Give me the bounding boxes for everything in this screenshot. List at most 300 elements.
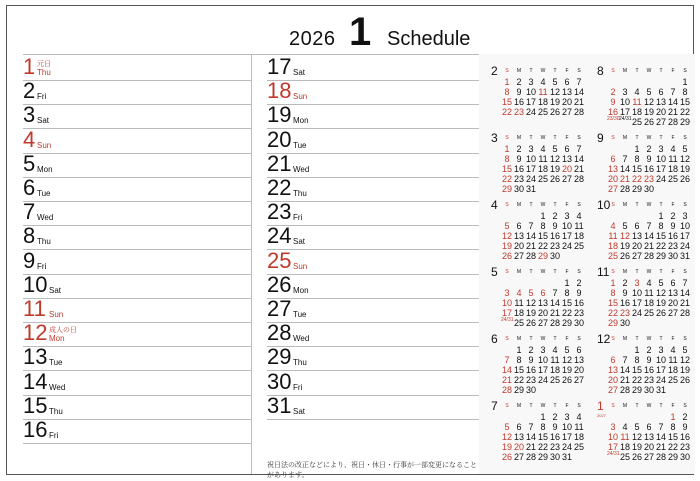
mini-day: 2: [622, 278, 628, 288]
calendar-page: [6, 5, 694, 479]
day-number: 21: [267, 150, 292, 176]
mini-day: 4: [540, 77, 546, 87]
mini-day: 6: [564, 144, 570, 154]
mini-day: 6: [610, 355, 616, 365]
mini-day: 15: [655, 231, 666, 241]
mini-day: 12: [679, 355, 690, 365]
mini-day: 18: [667, 164, 678, 174]
mini-day: 15: [537, 231, 548, 241]
day-number: 30: [267, 368, 292, 394]
day-row[interactable]: [23, 271, 251, 299]
day-row[interactable]: [267, 344, 481, 371]
mini-month: [597, 265, 700, 329]
mini-day: 21: [643, 241, 654, 251]
day-row[interactable]: [23, 368, 251, 396]
mini-day: 12: [549, 87, 560, 97]
mini-weekday: F: [565, 336, 569, 342]
mini-day: 16: [513, 97, 524, 107]
mini-day: 15: [561, 298, 572, 308]
mini-day: 19: [679, 365, 690, 375]
mini-weekday: F: [671, 269, 675, 275]
mini-day: 10: [525, 154, 536, 164]
mini-day: 25: [607, 251, 618, 261]
mini-weekday: W: [540, 403, 546, 409]
day-weekday: Fri: [49, 431, 59, 440]
mini-day: 14: [655, 432, 666, 442]
mini-weekday: M: [622, 403, 628, 409]
mini-weekday: W: [540, 68, 546, 74]
mini-day: 13: [513, 231, 524, 241]
day-row[interactable]: [267, 150, 481, 178]
day-weekday: Tue: [293, 310, 307, 319]
mini-day: 5: [622, 221, 628, 231]
mini-day: 30: [573, 318, 584, 328]
mini-day: 26: [501, 251, 512, 261]
mini-day: 30: [667, 251, 678, 261]
mini-day: 26: [525, 318, 536, 328]
mini-day: 12: [655, 288, 666, 298]
mini-day: 15: [679, 97, 690, 107]
mini-day: 2: [682, 412, 688, 422]
calendar-header: [7, 6, 695, 52]
mini-day: 29: [607, 318, 618, 328]
mini-weekday: T: [529, 336, 533, 342]
mini-day: 4: [576, 412, 582, 422]
day-weekday: Thu: [37, 68, 51, 77]
mini-day: 9: [552, 221, 558, 231]
day-row[interactable]: [23, 223, 251, 250]
mini-weekday: F: [671, 202, 675, 208]
mini-day: 10: [655, 154, 666, 164]
mini-day: 15: [501, 164, 512, 174]
mini-weekday: F: [565, 135, 569, 141]
day-row[interactable]: [23, 175, 251, 202]
mini-day: 16: [607, 107, 618, 117]
mini-day: 16: [679, 432, 690, 442]
mini-weekday: F: [671, 68, 675, 74]
day-weekday: Fri: [37, 261, 47, 271]
day-row[interactable]: [23, 199, 251, 226]
day-number: 11: [23, 296, 46, 321]
day-row[interactable]: [267, 199, 481, 226]
mini-day: 3: [564, 211, 570, 221]
mini-day: 20: [513, 442, 524, 452]
mini-weekday: M: [622, 269, 628, 275]
mini-day: 15: [513, 365, 524, 375]
mini-day: 17: [655, 164, 666, 174]
mini-month-number: 3: [491, 131, 498, 145]
day-number: 12: [23, 320, 48, 346]
day-number: 23: [267, 199, 292, 225]
mini-day: 16: [643, 365, 654, 375]
mini-day: 27: [573, 375, 584, 385]
column-divider: [251, 54, 252, 474]
mini-day: 29: [561, 318, 572, 328]
mini-day: 30: [549, 452, 560, 462]
day-number: 1: [23, 54, 36, 79]
header-year: 2026: [289, 28, 336, 50]
daily-schedule: [23, 54, 481, 479]
day-row[interactable]: [23, 247, 251, 275]
day-weekday: Wed: [49, 382, 66, 392]
mini-day: 1: [540, 412, 546, 422]
day-row[interactable]: [267, 126, 481, 154]
mini-day: 17: [561, 231, 572, 241]
mini-day: 21: [525, 241, 536, 251]
mini-weekday: M: [516, 202, 522, 208]
day-number: 17: [267, 54, 292, 79]
mini-day: 29: [667, 452, 678, 462]
mini-day: 27: [667, 308, 678, 318]
mini-day: 25: [631, 117, 642, 127]
mini-day: 27: [655, 117, 666, 127]
day-weekday: Sun: [293, 92, 308, 102]
mini-weekday: W: [646, 202, 652, 208]
day-row[interactable]: [23, 150, 251, 178]
mini-day: 17: [525, 164, 536, 174]
mini-weekday: S: [505, 135, 509, 141]
mini-weekday: S: [683, 403, 687, 409]
day-weekday: Mon: [293, 285, 309, 295]
mini-day: 23: [513, 174, 524, 184]
mini-day: 17: [501, 308, 512, 318]
mini-day: 25: [667, 375, 678, 385]
mini-day: 24: [561, 442, 572, 452]
mini-day: 18: [537, 97, 548, 107]
mini-weekday: S: [577, 269, 581, 275]
mini-day: 16: [573, 298, 584, 308]
mini-day: 7: [622, 154, 628, 164]
mini-day: 8: [504, 87, 510, 97]
mini-day: 2: [552, 412, 558, 422]
mini-weekday: T: [635, 403, 639, 409]
mini-day: 7: [552, 288, 558, 298]
mini-day: 28: [667, 117, 678, 127]
mini-weekday: T: [659, 269, 663, 275]
mini-day: 16: [667, 231, 678, 241]
mini-weekday: W: [540, 135, 546, 141]
day-number: 2: [23, 78, 36, 104]
day-row[interactable]: [23, 417, 251, 444]
mini-day: 13: [573, 355, 584, 365]
mini-day: 4: [634, 87, 640, 97]
mini-day: 23: [549, 442, 560, 452]
day-row[interactable]: [267, 223, 481, 250]
mini-month-number: 6: [491, 332, 498, 346]
day-number: 26: [267, 271, 292, 297]
mini-weekday: T: [529, 403, 533, 409]
mini-day: 23: [643, 375, 654, 385]
mini-day: 29: [679, 117, 690, 127]
day-weekday: Mon: [293, 116, 309, 126]
mini-day: 29: [631, 184, 642, 194]
mini-weekday: F: [671, 336, 675, 342]
mini-day: 13: [655, 97, 666, 107]
header-month: 1: [349, 10, 372, 54]
day-number: 28: [267, 320, 292, 346]
mini-weekday: T: [659, 135, 663, 141]
mini-day: 9: [646, 154, 652, 164]
year-overview: [479, 54, 695, 474]
mini-day: 17: [679, 231, 690, 241]
mini-weekday: S: [683, 135, 687, 141]
mini-weekday: S: [577, 403, 581, 409]
mini-weekday: S: [505, 336, 509, 342]
mini-day: 17: [561, 432, 572, 442]
mini-day: 27: [561, 107, 572, 117]
mini-day: 9: [610, 97, 616, 107]
day-row[interactable]: [267, 175, 481, 202]
mini-day: 18: [631, 107, 642, 117]
mini-day: 3: [564, 412, 570, 422]
mini-day: 6: [516, 221, 522, 231]
mini-day: 24: [525, 107, 536, 117]
mini-day: 8: [516, 355, 522, 365]
day-row[interactable]: [267, 78, 481, 105]
day-row[interactable]: [23, 344, 251, 371]
mini-day: 14: [525, 432, 536, 442]
day-row[interactable]: [23, 54, 251, 81]
mini-day: 6: [658, 87, 664, 97]
day-row[interactable]: [23, 78, 251, 105]
mini-weekday: T: [553, 403, 557, 409]
mini-day: 6: [634, 221, 640, 231]
day-weekday: Sun: [293, 261, 308, 271]
day-row[interactable]: [267, 247, 481, 275]
mini-day: 3: [528, 77, 534, 87]
day-weekday: Wed: [37, 213, 54, 223]
mini-day: 27: [513, 251, 524, 261]
mini-day: 24/31: [607, 451, 620, 457]
day-row[interactable]: [267, 102, 481, 129]
mini-weekday: S: [577, 135, 581, 141]
mini-day: 10: [501, 298, 512, 308]
mini-day: 9: [528, 355, 534, 365]
mini-weekday: S: [611, 269, 615, 275]
mini-weekday: T: [635, 68, 639, 74]
mini-weekday: S: [611, 68, 615, 74]
day-number: 29: [267, 344, 292, 370]
day-weekday: Sun: [37, 140, 52, 150]
mini-day: 7: [504, 355, 510, 365]
day-weekday: Fri: [293, 382, 303, 392]
mini-day: 3: [658, 345, 664, 355]
day-row[interactable]: [23, 102, 251, 129]
holiday-label: 成人の日: [49, 327, 77, 335]
mini-weekday: S: [505, 269, 509, 275]
mini-month: [597, 332, 700, 396]
day-row[interactable]: [267, 320, 481, 347]
mini-month-number: 4: [491, 198, 498, 212]
mini-day: 20: [561, 164, 572, 174]
mini-weekday: S: [611, 135, 615, 141]
mini-weekday: T: [553, 202, 557, 208]
day-row[interactable]: [23, 320, 251, 347]
mini-day: 31: [525, 184, 536, 194]
mini-day: 6: [540, 288, 546, 298]
mini-weekday: M: [622, 202, 628, 208]
day-row[interactable]: [267, 368, 481, 396]
mini-day: 12: [643, 97, 654, 107]
mini-day: 5: [564, 345, 570, 355]
mini-day: 5: [646, 87, 652, 97]
day-weekday: Tue: [49, 358, 63, 368]
mini-day: 17: [537, 365, 548, 375]
day-number: 13: [23, 344, 48, 370]
mini-month: [597, 399, 700, 463]
mini-day: 18: [667, 365, 678, 375]
mini-weekday: S: [505, 68, 509, 74]
mini-month: [491, 332, 597, 396]
day-row[interactable]: [267, 54, 481, 81]
mini-day: 5: [504, 221, 510, 231]
mini-weekday: S: [577, 336, 581, 342]
mini-day: 10: [679, 221, 690, 231]
mini-day: 7: [646, 221, 652, 231]
mini-day: 13: [667, 288, 678, 298]
mini-day: 25: [667, 174, 678, 184]
mini-day: 22: [655, 241, 666, 251]
mini-day: 9: [516, 87, 522, 97]
mini-day: 19: [525, 308, 536, 318]
day-weekday: Thu: [293, 358, 307, 368]
mini-day: 20: [513, 241, 524, 251]
day-weekday: Fri: [293, 213, 303, 223]
mini-day: 11: [668, 355, 678, 365]
mini-day: 11: [644, 288, 654, 298]
mini-day: 14: [525, 231, 536, 241]
mini-month-number: 7: [491, 399, 498, 413]
mini-day: 24: [525, 174, 536, 184]
mini-day: 19: [679, 164, 690, 174]
mini-day: 2: [516, 77, 522, 87]
mini-day: 5: [504, 422, 510, 432]
mini-weekday: T: [553, 336, 557, 342]
mini-day: 7: [622, 355, 628, 365]
mini-day: 4: [552, 345, 558, 355]
mini-day: 28: [619, 184, 630, 194]
mini-day: 16: [643, 164, 654, 174]
mini-day: 28: [525, 452, 536, 462]
mini-day: 9: [670, 221, 676, 231]
mini-day: 5: [552, 77, 558, 87]
mini-day: 28: [573, 174, 584, 184]
mini-day: 24: [679, 241, 690, 251]
mini-weekday: T: [659, 68, 663, 74]
mini-day: 18: [573, 432, 584, 442]
mini-day: 13: [607, 365, 618, 375]
day-weekday: Tue: [293, 140, 307, 150]
mini-day: 27: [513, 452, 524, 462]
day-row[interactable]: [23, 126, 251, 154]
day-weekday: Fri: [37, 92, 47, 102]
mini-weekday: S: [505, 202, 509, 208]
mini-weekday: M: [516, 403, 522, 409]
mini-day: 12: [549, 154, 560, 164]
mini-day: 10: [655, 355, 666, 365]
mini-day: 24: [561, 241, 572, 251]
mini-day: 7: [528, 221, 534, 231]
mini-day: 8: [610, 288, 616, 298]
mini-day: 26: [549, 174, 560, 184]
mini-day: 22: [501, 107, 512, 117]
mini-day: 1: [634, 345, 640, 355]
mini-weekday: W: [646, 135, 652, 141]
day-row[interactable]: [23, 392, 251, 420]
mini-day: 12: [525, 298, 536, 308]
mini-day: 8: [540, 221, 546, 231]
mini-weekday: W: [646, 336, 652, 342]
mini-weekday: M: [622, 336, 628, 342]
mini-day: 18: [573, 231, 584, 241]
mini-day: 22: [679, 107, 690, 117]
mini-day: 24/31: [619, 116, 632, 122]
mini-month-number: 8: [597, 64, 604, 78]
mini-day: 26: [679, 174, 690, 184]
mini-day: 14: [549, 298, 560, 308]
mini-day: 1: [516, 345, 522, 355]
mini-day: 28: [643, 251, 654, 261]
mini-day: 16: [525, 365, 536, 375]
mini-weekday: W: [646, 68, 652, 74]
mini-day: 31: [655, 385, 666, 395]
mini-day: 20: [573, 365, 584, 375]
mini-day: 22: [607, 308, 618, 318]
day-weekday: Sat: [49, 285, 62, 295]
mini-day: 26: [501, 452, 512, 462]
day-row[interactable]: [267, 296, 481, 323]
mini-day: 19: [561, 365, 572, 375]
mini-month-number: 1: [597, 399, 604, 413]
mini-day: 4: [610, 221, 616, 231]
day-row[interactable]: [267, 392, 481, 420]
mini-month: [491, 64, 597, 128]
mini-day: 17: [619, 107, 630, 117]
mini-day: 9: [552, 422, 558, 432]
mini-day: 19: [619, 241, 630, 251]
day-row[interactable]: [23, 296, 251, 323]
mini-weekday: M: [516, 269, 522, 275]
day-weekday: Mon: [37, 164, 53, 174]
mini-day: 23/30: [607, 116, 620, 122]
mini-day: 5: [682, 144, 688, 154]
day-weekday: Sat: [293, 406, 306, 416]
mini-day: 1: [610, 278, 616, 288]
mini-month-year: 2027: [597, 413, 606, 418]
day-number: 15: [23, 392, 48, 418]
mini-day: 20: [667, 298, 678, 308]
mini-weekday: T: [553, 135, 557, 141]
mini-day: 15: [631, 164, 642, 174]
mini-weekday: S: [577, 202, 581, 208]
mini-day: 31: [561, 452, 572, 462]
mini-day: 13: [607, 164, 618, 174]
mini-day: 4: [516, 288, 522, 298]
mini-day: 21: [573, 97, 584, 107]
mini-day: 20: [607, 375, 618, 385]
day-row[interactable]: [267, 271, 481, 299]
mini-month-number: 9: [597, 131, 604, 145]
mini-day: 6: [564, 77, 570, 87]
mini-weekday: S: [577, 68, 581, 74]
mini-day: 11: [620, 432, 630, 442]
mini-day: 19: [549, 97, 560, 107]
mini-weekday: T: [529, 202, 533, 208]
mini-day: 6: [610, 154, 616, 164]
mini-day: 3: [528, 144, 534, 154]
mini-day: 30: [549, 251, 560, 261]
mini-weekday: T: [635, 269, 639, 275]
